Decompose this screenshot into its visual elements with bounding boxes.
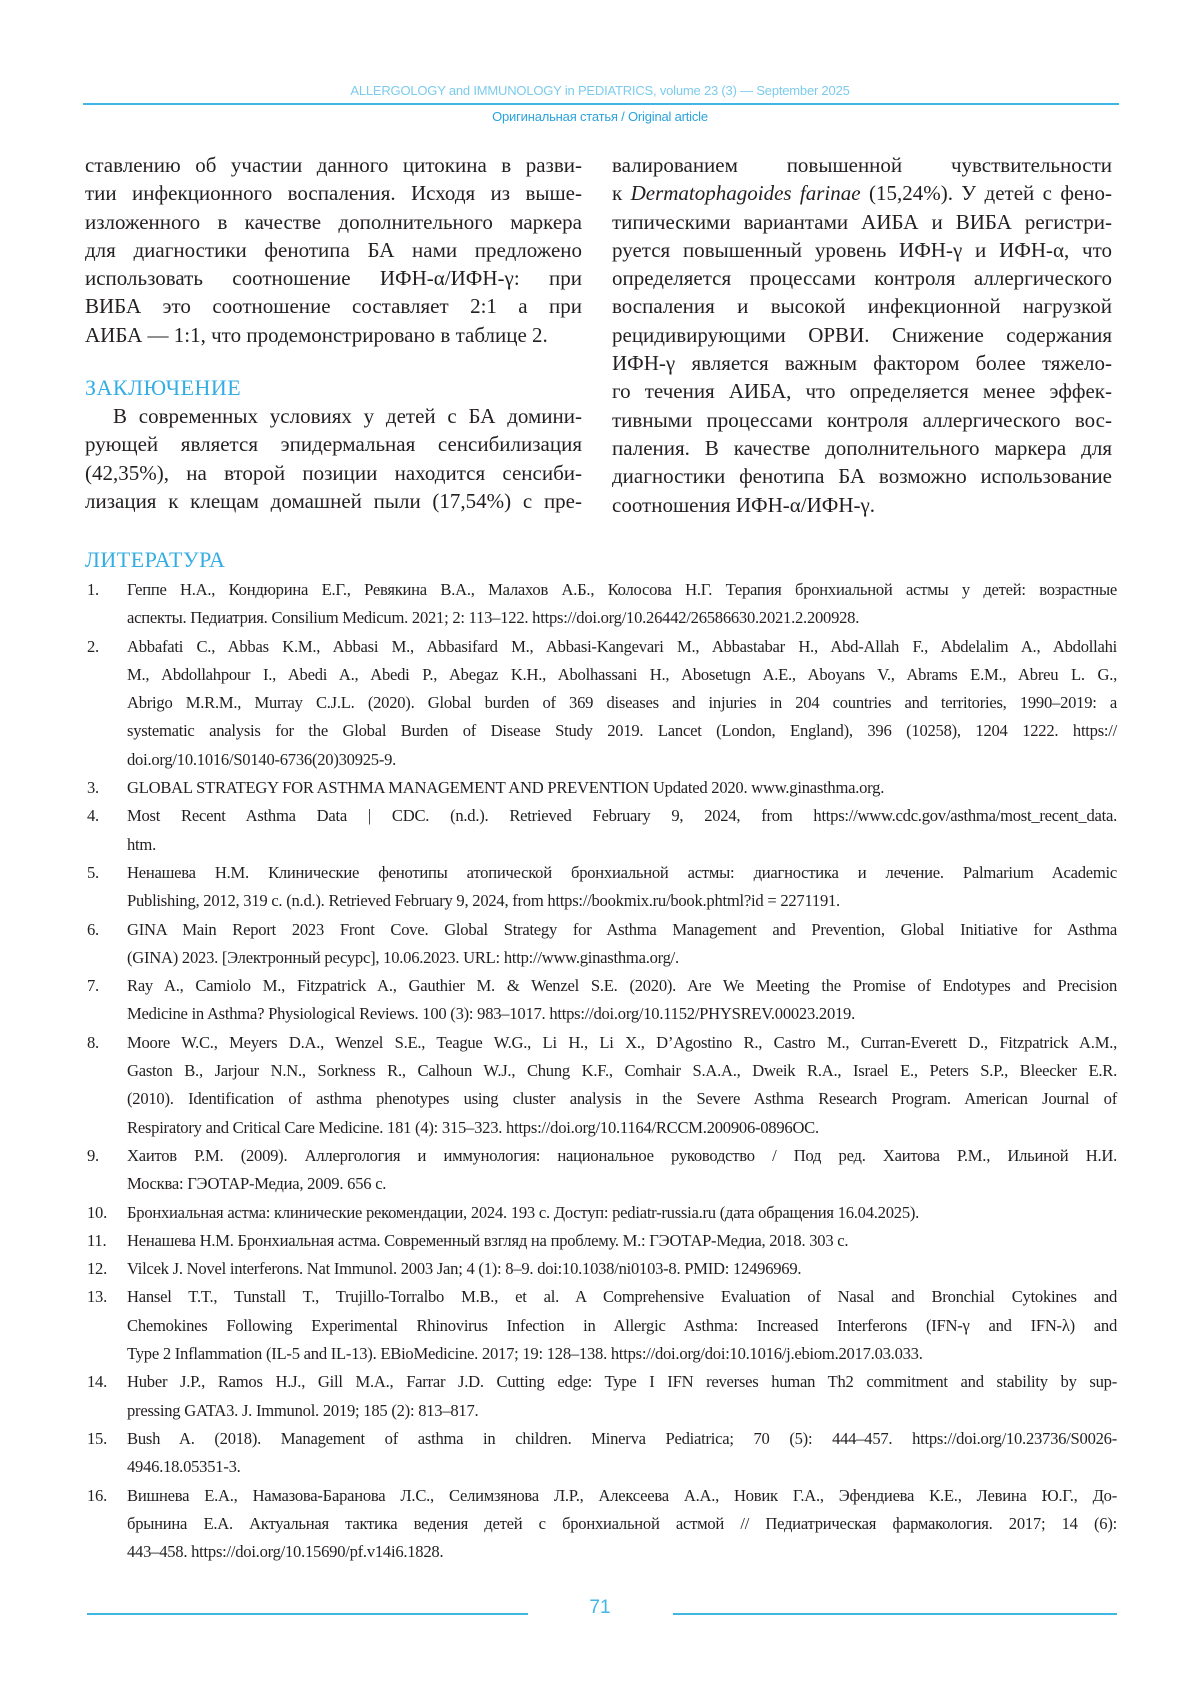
text-line: systematic analysis for the Global Burden of Disease Study 2019. Lancet (London, England), 396 (10258), 1204 1222. https:// <box>127 721 1117 741</box>
text-line: тии инфекционного воспаления. Исходя из выше- <box>85 181 582 206</box>
text-line: Huber J.P., Ramos H.J., Gill M.A., Farrar J.D. Cutting edge: Type I IFN reverses human Th2 commitment and stability by sup- <box>127 1372 1117 1392</box>
article-type-label: Оригинальная статья / Original article <box>492 109 708 124</box>
text-line: Ray A., Camiolo M., Fitzpatrick A., Gauthier M. & Wenzel S.E. (2020). Are We Meeting the Promise of Endotypes and Precision <box>127 976 1117 996</box>
text-line: (2010). Identification of asthma phenotypes using cluster analysis in the Severe Asthma Research Program. American Journal of <box>127 1089 1117 1109</box>
text-line: Бронхиальная астма: клинические рекомендации, 2024. 193 с. Доступ: pediatr-russia.ru (дата обращения 16.04.2025). <box>127 1202 920 1222</box>
text-line: Москва: ГЭОТАР-Медиа, 2009. 656 с. <box>127 1174 387 1194</box>
reference-item <box>87 1227 1117 1255</box>
text-line: 4946.18.05351-3. <box>127 1457 241 1477</box>
reference-text <box>127 774 1117 802</box>
page-number: 71 <box>589 1597 611 1618</box>
text-line: M., Abdollahpour I., Abedi A., Abedi P., Abegaz K.H., Abolhassani H., Abosetugn A.E., Aboyans V., Abrams E.M., Abreu L. G., <box>127 664 1117 684</box>
text-line: Вишнева Е.А., Намазова-Баранова Л.С., Селимзянова Л.Р., Алексеева А.А., Новик Г.А., Эфендиева К.Е., Левина Ю.Г., До- <box>127 1485 1117 1505</box>
reference-text <box>127 1368 1117 1425</box>
text-line: doi.org/10.1016/S0140-6736(20)30925-9. <box>127 749 397 769</box>
reference-item <box>87 1142 1117 1199</box>
text-line: Moore W.C., Meyers D.A., Wenzel S.E., Teague W.G., Li H., Li X., D’Agostino R., Castro M., Curran-Everett D., Fitzpatrick A.M., <box>127 1032 1117 1052</box>
text-fragment: (15,24%). У детей с фено- <box>860 181 1112 206</box>
reference-item <box>87 859 1117 916</box>
text-line: паления. В качестве дополнительного маркера для <box>612 435 1112 460</box>
left-column-text <box>85 151 582 349</box>
reference-text <box>127 1283 1117 1368</box>
reference-item <box>87 774 1117 802</box>
conclusion-heading: ЗАКЛЮЧЕНИЕ <box>85 375 242 400</box>
reference-text <box>127 1029 1117 1142</box>
text-line: ставлению об участии данного цитокина в разви- <box>85 153 582 177</box>
text-line: тивными процессами контроля аллергического вос- <box>612 407 1112 432</box>
text-line: АИБА — 1:1, что продемонстрировано в таблице 2. <box>85 322 548 347</box>
reference-number: 11. <box>87 1230 107 1250</box>
reference-number: 2. <box>87 636 99 656</box>
reference-item <box>87 1482 1117 1567</box>
right-column-text <box>612 151 1112 519</box>
text-line: го течения АИБА, что определяется менее эффек- <box>612 379 1112 404</box>
reference-number: 16. <box>87 1485 107 1505</box>
reference-text <box>127 916 1117 973</box>
text-line <box>612 179 1112 207</box>
text-line: Ненашева Н.М. Клинические фенотипы атопической бронхиальной астмы: диагностика и лечение. Palmarium Academic <box>127 862 1117 882</box>
text-line: для диагностики фенотипа БА нами предложено <box>85 237 582 262</box>
footer-divider-right <box>673 1613 1117 1615</box>
text-line: Medicine in Asthma? Physiological Reviews. 100 (3): 983–1017. https://doi.org/10.1152/PHYSREV.00023.2019. <box>127 1004 855 1024</box>
reference-item <box>87 1255 1117 1283</box>
reference-number: 9. <box>87 1145 99 1165</box>
reference-text <box>127 633 1117 774</box>
reference-number: 3. <box>87 778 99 798</box>
text-line: (GINA) 2023. [Электронный ресурс], 10.06.2023. URL: http://www.ginasthma.org/. <box>127 947 679 967</box>
text-line: 443–458. https://doi.org/10.15690/pf.v14i6.1828. <box>127 1542 444 1562</box>
reference-number: 6. <box>87 919 99 939</box>
text-line: определяется процессами контроля аллергического <box>612 266 1112 291</box>
reference-number: 4. <box>87 806 99 826</box>
text-line: Bush A. (2018). Management of asthma in children. Minerva Pediatrica; 70 (5): 444–457. https://doi.org/10.23736/S0026- <box>127 1428 1117 1448</box>
text-line: ВИБА это соотношение составляет 2:1 а при <box>85 294 582 319</box>
text-line: Ненашева Н.М. Бронхиальная астма. Современный взгляд на проблему. М.: ГЭОТАР-Медиа, 2018. 303 с. <box>127 1230 849 1250</box>
reference-number: 14. <box>87 1372 107 1392</box>
text-line: брынина Е.А. Актуальная тактика ведения детей с бронхиальной астмой // Педиатрическая фармакология. 2017; 14 (6): <box>127 1513 1117 1533</box>
text-line: Publishing, 2012, 319 с. (n.d.). Retrieved February 9, 2024, from https://bookmix.ru/book.phtml?id = 2271191. <box>127 891 840 911</box>
references-heading: ЛИТЕРАТУРА <box>85 547 226 572</box>
text-line: Abbafati C., Abbas K.M., Abbasi M., Abbasifard M., Abbasi-Kangevari M., Abbastabar H., Abd-Allah F., Abdelalim A., Abdollahi <box>127 636 1117 656</box>
reference-item <box>87 802 1117 859</box>
reference-number: 12. <box>87 1259 107 1279</box>
reference-item <box>87 1029 1117 1142</box>
reference-number: 13. <box>87 1287 107 1307</box>
reference-number: 8. <box>87 1032 99 1052</box>
text-line: (42,35%), на второй позиции находится сенсиби- <box>85 460 582 485</box>
reference-text <box>127 1255 1117 1283</box>
text-line: изложенного в качестве дополнительного маркера <box>85 209 582 234</box>
text-line: Геппе Н.А., Кондюрина Е.Г., Ревякина В.А., Малахов А.Б., Колосова Н.Г. Терапия бронхиальной астмы у детей: возрастные <box>127 580 1117 599</box>
reference-text <box>127 1482 1117 1567</box>
reference-number: 5. <box>87 862 99 882</box>
text-line: Abrigo M.R.M., Murray C.J.L. (2020). Global burden of 369 diseases and injuries in 204 countries and territories, 1990–2019: a <box>127 693 1117 713</box>
reference-list <box>87 576 1117 1566</box>
reference-item <box>87 576 1117 633</box>
reference-item <box>87 1368 1117 1425</box>
text-line: Most Recent Asthma Data | CDC. (n.d.). Retrieved February 9, 2024, from https://www.cdc.gov/asthma/most_recent_data. <box>127 806 1117 826</box>
reference-text <box>127 972 1117 1029</box>
reference-number: 15. <box>87 1428 107 1448</box>
reference-number: 10. <box>87 1202 107 1222</box>
text-line: Hansel T.T., Tunstall T., Trujillo-Torralbo M.B., et al. A Comprehensive Evaluation of Nasal and Bronchial Cytokines and <box>127 1287 1117 1307</box>
conclusion-paragraph <box>85 402 582 515</box>
text-line: Respiratory and Critical Care Medicine. 181 (4): 315–323. https://doi.org/10.1164/RCCM.200906-0896OC. <box>127 1117 819 1137</box>
text-line: Type 2 Inflammation (IL-5 and IL-13). EBioMedicine. 2017; 19: 128–138. https://doi.org/doi:10.1016/j.ebiom.2017.03.033. <box>127 1344 923 1364</box>
reference-item <box>87 972 1117 1029</box>
reference-text <box>127 1142 1117 1199</box>
text-line: соотношения ИФН-α/ИФН-γ. <box>612 492 876 517</box>
text-line: рующей является эпидермальная сенсибилизация <box>85 432 582 457</box>
text-line: аспекты. Педиатрия. Consilium Medicum. 2021; 2: 113–122. https://doi.org/10.26442/26586630.2021.2.200928. <box>127 608 860 628</box>
text-line: типическими вариантами АИБА и ВИБА регистри- <box>612 209 1112 234</box>
text-line: GLOBAL STRATEGY FOR ASTHMA MANAGEMENT AND PREVENTION Updated 2020. www.ginasthma.org. <box>127 778 885 798</box>
text-line: использовать соотношение ИФН-α/ИФН-γ: при <box>85 266 582 291</box>
text-line: В современных условиях у детей с БА домини- <box>113 404 582 428</box>
reference-text <box>127 1227 1117 1255</box>
reference-text <box>127 859 1117 916</box>
reference-item <box>87 916 1117 973</box>
reference-text <box>127 1425 1117 1482</box>
text-line: htm. <box>127 834 156 854</box>
reference-item <box>87 1425 1117 1482</box>
text-line: диагностики фенотипа БА возможно использование <box>612 464 1112 489</box>
text-line: Gaston B., Jarjour N.N., Sorkness R., Calhoun W.J., Chung K.F., Comhair S.A.A., Dweik R.A., Israel E., Peters S.P., Bleecker E.R. <box>127 1061 1117 1081</box>
text-line: ИФН-γ является важным фактором более тяжело- <box>612 351 1112 376</box>
text-line: лизация к клещам домашней пыли (17,54%) с пре- <box>85 488 582 513</box>
text-line: рецидивирующими ОРВИ. Снижение содержания <box>612 322 1112 347</box>
text-line: Vilcek J. Novel interferons. Nat Immunol. 2003 Jan; 4 (1): 8–9. doi:10.1038/ni0103-8. PMID: 12496969. <box>127 1259 802 1279</box>
reference-item <box>87 633 1117 774</box>
text-line: воспаления и высокой инфекционной нагрузкой <box>612 294 1112 319</box>
reference-number: 7. <box>87 976 99 996</box>
reference-text <box>127 802 1117 859</box>
text-line: pressing GATA3. J. Immunol. 2019; 185 (2): 813–817. <box>127 1400 479 1420</box>
text-line: руется повышенный уровень ИФН-γ и ИФН-α, что <box>612 237 1112 262</box>
header-divider <box>83 103 1119 105</box>
reference-number: 1. <box>87 580 99 599</box>
reference-item <box>87 1283 1117 1368</box>
reference-item <box>87 1199 1117 1227</box>
journal-running-header: ALLERGOLOGY and IMMUNOLOGY in PEDIATRICS, volume 23 (3) — September 2025 <box>350 83 850 98</box>
reference-text <box>127 1199 1117 1227</box>
species-name: Dermatophagoides farinae <box>630 181 861 206</box>
footer-divider-left <box>87 1613 528 1615</box>
reference-text <box>127 576 1117 633</box>
text-line: Хаитов Р.М. (2009). Аллергология и иммунология: национальное руководство / Под ред. Хаитова Р.М., Ильиной Н.И. <box>127 1145 1117 1165</box>
text-line: GINA Main Report 2023 Front Cove. Global Strategy for Asthma Management and Prevention, Global Initiative for Asthma <box>127 919 1117 939</box>
text-line: валированием повышенной чувствительности <box>612 153 1112 177</box>
text-fragment: к <box>612 181 631 206</box>
text-line: Chemokines Following Experimental Rhinovirus Infection in Allergic Asthma: Increased Interferons (IFN-γ and IFN-λ) and <box>127 1315 1117 1335</box>
